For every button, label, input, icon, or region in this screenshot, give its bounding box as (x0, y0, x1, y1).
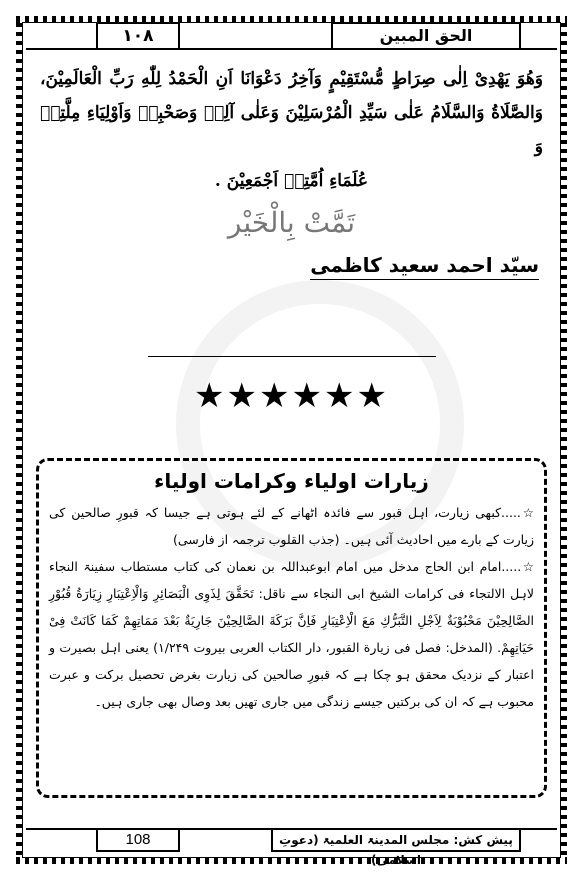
closing-line-3: عُلَمَاءِ اُمَّتِهٖ اَجْمَعِيْنَ . (214, 171, 369, 191)
section-divider (148, 356, 436, 357)
box-body (49, 499, 534, 715)
closing-arabic-text (40, 62, 543, 198)
box-paragraph-1: ☆.....کبھی زیارت، اہل قبور سے فائدہ اٹھانے کے لئے ہوتی ہے جیسا کہ قبورِ صالحین کی زیارت کے بارے میں احادیث آئی ہیں۔ (جذب القلوب ترجمہ از فارسی) (49, 505, 534, 547)
author-signature (40, 253, 543, 277)
footer-publisher: پیش کش: مجلس المدینۃ العلمیۃ (دعوتِ اسلامی) (271, 830, 521, 852)
signature-text: سیّد احمد سعید کاظمی (310, 253, 539, 280)
closing-line-2: وَالصَّلَاةُ وَالسَّلَامُ عَلٰى سَيِّدِ الْمُرْسَلِيْنَ وَعَلٰى آلِهٖ وَصَحْبِهٖ وَاَوْلِيَاءِ مِلَّتِهٖ وَ (40, 103, 543, 157)
main-content (40, 62, 543, 277)
header-page-number: ۱۰۸ (96, 22, 180, 48)
page-header (26, 22, 557, 50)
header-book-title: الحق المبين (331, 22, 521, 48)
box-paragraph-2: ☆.....امام ابن الحاج مدخل میں امام ابوعبداللہ بن نعمان کی کتاب مستطاب سفینۃ النجاء لاہل الالتجاء فی کرامات الشیخ ابی النجاء سے ناقل: تَحَقَّقَ لِذَوِی الْبَصَائِرِ وَالْاِعْتِبَارِ زِیَارَةُ قُبُوْرِ الصَّالِحِیْنَ مَحْبُوْبَةٌ لِاَجْلِ التَّبَرُّكِ مَعَ الْاِعْتِبَارِ فَاِنَّ بَرَكَةَ الصَّالِحِیْنَ جَارِیَةٌ بَعْدَ مَمَاتِهِمْ كَمَا كَانَتْ فِیْ حَیَاتِهِمْ. (المدخل: فصل فی زیارة القبور، دار الکتاب العربی بیروت ۱/۲۴۹) یعنی اہل بصیرت و اعتبار کے نزدیک محقق ہو چکا ہے کہ قبورِ صالحین کی زیارت بغرض تحصیل برکت و عبرت محبوب ہے کہ ان کی برکتیں جیسے زندگی میں جاری تھیں بعد وصال بھی جاری ہیں۔ (49, 559, 534, 709)
closing-line-1: وَهُوَ يَهْدِىْ اِلٰى صِرَاطٍ مُّسْتَقِيْمٍ وَآخِرُ دَعْوَانَا اَنِ الْحَمْدُ لِلّٰهِ رَبِّ الْعَالَمِيْنَ، (40, 69, 543, 89)
star-separator: ★★★★★★ (194, 376, 389, 416)
ziyarat-box (36, 458, 547, 798)
page-footer (26, 828, 557, 867)
footer-page-number: 108 (96, 830, 180, 852)
box-title: زیارات اولیاء وکرامات اولیاء (154, 469, 429, 493)
tammat-calligraphy: تَمَّتْ بِالْخَيْر (227, 206, 356, 239)
